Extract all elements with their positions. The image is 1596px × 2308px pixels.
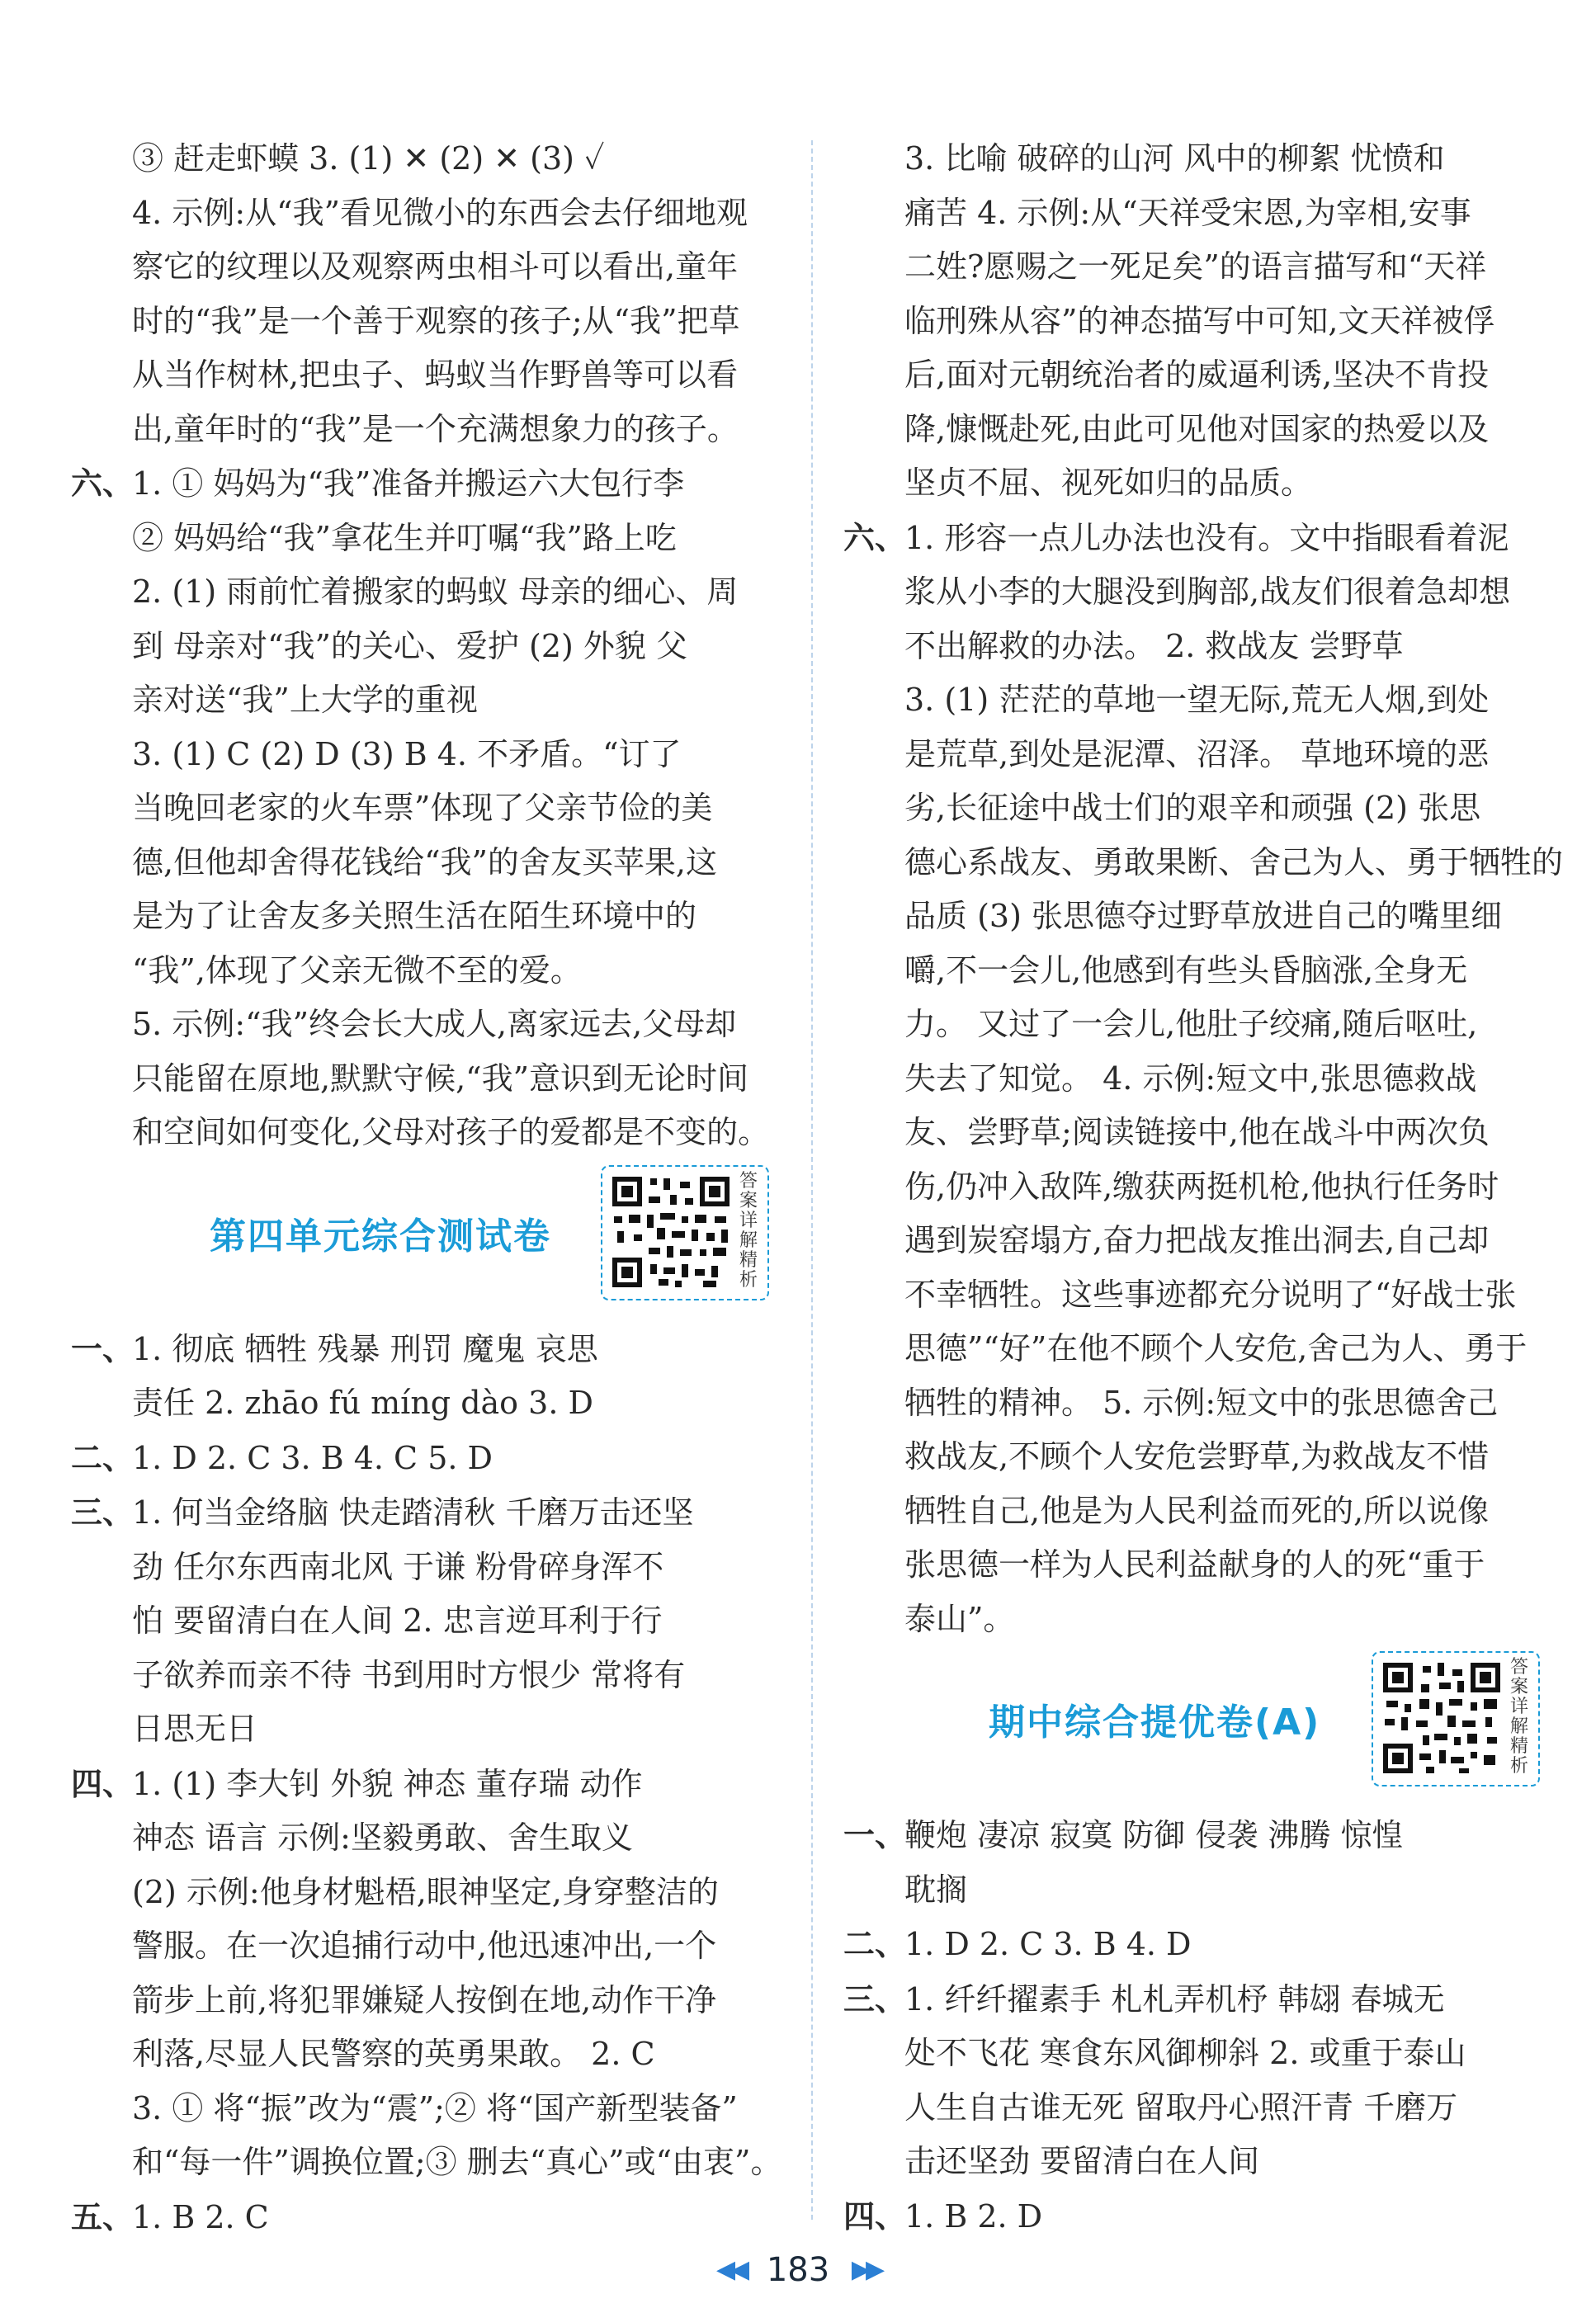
prev-arrow-icon[interactable]: ◀◀ (715, 2255, 745, 2284)
answer-line (843, 673, 1545, 728)
answer-line (71, 565, 781, 620)
answer-line (71, 1322, 781, 1377)
answer-text: (2) 示例:他身材魁梧,眼神坚定,身穿整洁的 (132, 1873, 719, 1910)
answer-text: 1. (1) 李大钊 外貌 神态 董存瑞 动作 (132, 1765, 643, 1802)
answer-text: 张思德一样为人民利益献身的人的死“重于 (904, 1546, 1485, 1583)
answer-text: 坚贞不屈、视死如归的品质。 (904, 465, 1313, 501)
page-number: 183 (766, 2251, 830, 2289)
answer-text: 3. (1) 茫茫的草地一望无际,荒无人烟,到处 (904, 682, 1490, 718)
answer-line (843, 295, 1545, 349)
answer-line (843, 1268, 1545, 1323)
answer-line (843, 2081, 1545, 2136)
answer-text: 人生自古谁无死 留取丹心照汗青 千磨万 (904, 2089, 1458, 2126)
section-title: 第四单元综合测试卷 (210, 1215, 551, 1258)
answer-line (843, 1376, 1545, 1431)
answer-line (843, 456, 1545, 511)
section-number-label: 二、 (843, 1925, 907, 1962)
answer-line (71, 2082, 781, 2136)
section-number-label: 一、 (71, 1329, 135, 1367)
answer-text: 5. 示例:“我”终会长大成人,离家远去,父母却 (132, 1006, 737, 1042)
answer-text: 出,童年时的“我”是一个充满想象力的孩子。 (132, 410, 739, 447)
answer-text: 处不飞花 寒食东风御柳斜 2. 或重于泰山 (904, 2035, 1466, 2071)
answer-line (71, 1431, 781, 1486)
left-answers-top (71, 132, 781, 1160)
answer-line (843, 2027, 1545, 2081)
answer-line (71, 673, 781, 728)
answer-text: 后,面对元朝统治者的威逼利诱,坚决不肯投 (904, 356, 1490, 393)
answer-text: 失去了知觉。 4. 示例:短文中,张思德救战 (904, 1060, 1477, 1097)
answer-line (843, 1484, 1545, 1539)
page-footer (0, 2251, 1596, 2289)
answer-line (843, 620, 1545, 674)
answer-text: 1. D 2. C 3. B 4. D (904, 1926, 1192, 1962)
answer-text: 当晚回老家的火车票”体现了父亲节俭的美 (132, 790, 713, 826)
qr-label: 答案详解精析 (1509, 1657, 1528, 1777)
answer-line (843, 1808, 1545, 1863)
answer-text: 和空间如何变化,父母对孩子的爱都是不变的。 (132, 1114, 770, 1150)
answer-line (71, 1541, 781, 1595)
section-number-label: 四、 (843, 2197, 907, 2235)
answer-line (71, 1811, 781, 1866)
answer-text: 到 母亲对“我”的关心、爱护 (2) 外貌 父 (132, 627, 687, 664)
answer-text: 劣,长征途中战士们的艰辛和顽强 (2) 张思 (904, 790, 1481, 826)
section-number-label: 三、 (843, 1980, 907, 2018)
answer-line (843, 132, 1545, 186)
answer-line (843, 1430, 1545, 1484)
answer-line (71, 781, 781, 836)
answer-line (843, 1917, 1545, 1972)
answer-line (71, 132, 781, 186)
answer-text: 1. B 2. D (904, 2197, 1043, 2235)
answer-text: 思德”“好”在他不顾个人安危,舍己为人、勇于 (904, 1330, 1528, 1366)
answer-line (71, 998, 781, 1052)
answer-text: 二姓?愿赐之一死足矣”的语言描写和“天祥 (904, 248, 1487, 285)
answer-text: 痛苦 4. 示例:从“天祥受宋恩,为宰相,安事 (904, 194, 1471, 231)
answer-line (843, 240, 1545, 295)
left-answers-bottom (71, 1322, 781, 2245)
answer-line (71, 403, 781, 457)
answer-text: 嚼,不一会儿,他感到有些头昏脑涨,全身无 (904, 951, 1468, 989)
answer-line (71, 1485, 781, 1541)
answer-text: “我”,体现了父亲无微不至的爱。 (132, 951, 582, 989)
answer-text: 时的“我”是一个善于观察的孩子;从“我”把草 (132, 302, 740, 339)
answer-line (843, 1052, 1545, 1107)
answer-line (71, 1866, 781, 1920)
answer-line (71, 2190, 781, 2245)
answer-line (843, 728, 1545, 782)
answer-text: 劲 任尔东西南北风 于谦 粉骨碎身浑不 (132, 1548, 664, 1585)
answer-line (843, 1863, 1545, 1918)
answer-line (71, 1106, 781, 1160)
answer-text: 牺牲自己,他是为人民利益而死的,所以说像 (904, 1492, 1490, 1529)
answer-text: 神态 语言 示例:坚毅勇敢、舍生取义 (132, 1819, 633, 1856)
answer-line (843, 890, 1545, 944)
section-number-label: 一、 (843, 1816, 907, 1853)
answer-text: 是荒草,到处是泥潭、沼泽。 草地环境的恶 (904, 735, 1490, 772)
section-number-label: 六、 (843, 518, 907, 556)
section-number-label: 五、 (71, 2197, 135, 2235)
answer-text: 只能留在原地,默默守候,“我”意识到无论时间 (132, 1060, 749, 1097)
answer-text: 1. 何当金络脑 快走踏清秋 千磨万击还坚 (132, 1494, 694, 1531)
answer-text: 3. (1) C (2) D (3) B 4. 不矛盾。“订了 (132, 735, 682, 772)
column-divider (811, 140, 813, 2220)
answer-line (71, 2027, 781, 2082)
answer-line (71, 1649, 781, 1703)
right-column (843, 132, 1564, 2244)
answer-line (843, 186, 1545, 241)
next-arrow-icon[interactable]: ▶▶ (851, 2255, 881, 2284)
answer-line (71, 240, 781, 295)
section-number-label: 三、 (71, 1494, 135, 1531)
answer-text: 1. 彻底 牺牲 残暴 刑罚 魔鬼 哀思 (132, 1330, 598, 1367)
answer-text: 1. B 2. C (132, 2198, 269, 2235)
answer-text: 3. ① 将“振”改为“震”;② 将“国产新型装备” (132, 2089, 738, 2126)
answer-line (843, 511, 1545, 566)
answer-text: 不幸牺牲。这些事迹都充分说明了“好战士张 (904, 1276, 1517, 1313)
answer-text: 不出解救的办法。 2. 救战友 尝野草 (904, 627, 1404, 664)
answer-text: 从当作树林,把虫子、蚂蚁当作野兽等可以看 (132, 356, 739, 393)
answer-text: 箭步上前,将犯罪嫌疑人按倒在地,动作干净 (132, 1981, 717, 2018)
answer-text: 是为了让舍友多关照生活在陌生环境中的 (132, 898, 697, 934)
answer-text: 鞭炮 凄凉 寂寞 防御 侵袭 沸腾 惊惶 (904, 1817, 1404, 1853)
answer-text: 3. 比喻 破碎的山河 风中的柳絮 忧愤和 (904, 140, 1445, 177)
answer-line (843, 403, 1545, 457)
answer-line (843, 836, 1564, 890)
answer-line (843, 944, 1545, 998)
answer-line (843, 1160, 1545, 1215)
section-title: 期中综合提优卷(A) (989, 1702, 1321, 1744)
qr-code-icon (1380, 1659, 1504, 1777)
answer-text: 击还坚劲 要留清白在人间 (904, 2143, 1260, 2179)
left-column (71, 132, 781, 2244)
answer-text: 牺牲的精神。 5. 示例:短文中的张思德舍己 (904, 1384, 1499, 1421)
answer-text: 品质 (3) 张思德夺过野草放进自己的嘴里细 (904, 898, 1502, 934)
answer-line (843, 1106, 1545, 1160)
answer-line (71, 1757, 781, 1812)
answer-line (71, 1594, 781, 1649)
answer-line (843, 1593, 1545, 1647)
answer-line (71, 1974, 781, 2028)
answer-line (71, 1052, 781, 1107)
answer-line (843, 781, 1545, 836)
answer-text: 1. D 2. C 3. B 4. C 5. D (132, 1439, 493, 1476)
right-answers-top (843, 132, 1564, 1646)
answer-line (843, 1214, 1545, 1268)
answer-text: 伤,仍冲入敌阵,缴获两挺机枪,他执行任务时 (904, 1168, 1499, 1205)
answer-line (71, 890, 781, 944)
answer-text: 怕 要留清白在人间 2. 忠言逆耳利于行 (132, 1602, 663, 1639)
answer-line (843, 998, 1545, 1052)
right-answers-bottom (843, 1808, 1545, 2244)
answer-text: 临刑殊从容”的神态描写中可知,文天祥被俘 (904, 302, 1495, 339)
answer-line (71, 348, 781, 403)
answer-line (71, 456, 781, 512)
answer-line (71, 186, 781, 241)
answer-text: ③ 赶走虾蟆 3. (1) ✕ (2) ✕ (3) ✓ (132, 140, 605, 177)
section-number-label: 四、 (71, 1764, 135, 1802)
qr-code-icon (609, 1173, 733, 1291)
answer-line (71, 512, 781, 566)
section-number-label: 六、 (71, 465, 135, 502)
answer-text: 浆从小李的大腿没到胸部,战友们很着急却想 (904, 573, 1511, 610)
answer-text: 降,慷慨赴死,由此可见他对国家的热爱以及 (904, 410, 1490, 447)
qr-code[interactable] (601, 1165, 769, 1300)
answer-text: 2. (1) 雨前忙着搬家的蚂蚁 母亲的细心、周 (132, 573, 739, 610)
answer-line (71, 1376, 781, 1431)
answer-line (843, 1538, 1545, 1593)
answer-text: 德心系战友、勇敢果断、舍己为人、勇于牺牲的 (904, 843, 1564, 880)
answer-line (71, 1919, 781, 1974)
answer-text: 友、尝野草;阅读链接中,他在战斗中两次负 (904, 1114, 1490, 1150)
answer-text: 4. 示例:从“我”看见微小的东西会去仔细地观 (132, 194, 748, 231)
section-header-midterm (843, 1646, 1545, 1808)
answer-text: 耽搁 (904, 1871, 968, 1908)
answer-text: 责任 2. zhāo fú míng dào 3. D (132, 1385, 593, 1421)
answer-line (71, 295, 781, 349)
answer-text: 亲对送“我”上大学的重视 (132, 682, 478, 718)
answer-text: 救战友,不顾个人安危尝野草,为救战友不惜 (904, 1438, 1490, 1475)
answer-text: 1. ① 妈妈为“我”准备并搬运六大包行李 (132, 465, 685, 502)
answer-text: 德,但他却舍得花钱给“我”的舍友买苹果,这 (132, 843, 718, 880)
answer-text: 1. 形容一点儿办法也没有。文中指眼看着泥 (904, 519, 1509, 556)
answer-line (71, 2136, 781, 2190)
answer-text: 和“每一件”调换位置;③ 删去“真心”或“由衷”。 (132, 2144, 782, 2180)
qr-label: 答案详解精析 (739, 1170, 758, 1291)
answer-line (843, 2189, 1545, 2244)
answer-line (71, 620, 781, 674)
answer-line (843, 1972, 1545, 2027)
answer-text: ② 妈妈给“我”拿花生并叮嘱“我”路上吃 (132, 519, 677, 556)
answer-line (843, 348, 1545, 403)
answer-line (71, 728, 781, 782)
qr-code[interactable] (1372, 1651, 1540, 1786)
answer-line (843, 565, 1545, 620)
answer-text: 力。 又过了一会儿,他肚子绞痛,随后呕吐, (904, 1006, 1478, 1042)
section-number-label: 二、 (71, 1438, 135, 1476)
answer-text: 日思无日 (132, 1711, 258, 1747)
answer-text: 1. 纤纤擢素手 札札弄机杼 韩翃 春城无 (904, 1980, 1445, 2018)
answer-text: 利落,尽显人民警察的英勇果敢。 2. C (132, 2036, 655, 2072)
answer-line (843, 1322, 1545, 1376)
answer-line (843, 2135, 1545, 2189)
answer-text: 子欲养而亲不待 书到用时方恨少 常将有 (132, 1656, 686, 1693)
answer-text: 警服。在一次追捕行动中,他迅速冲出,一个 (132, 1928, 717, 1964)
answer-line (71, 836, 781, 890)
answer-text: 遇到炭窑塌方,奋力把战友推出洞去,自己却 (904, 1222, 1490, 1258)
answer-text: 察它的纹理以及观察两虫相斗可以看出,童年 (132, 248, 739, 285)
answer-line (71, 944, 781, 998)
answer-text: 泰山”。 (904, 1600, 1015, 1637)
answer-line (71, 1702, 781, 1757)
section-header-unit4 (71, 1160, 781, 1322)
